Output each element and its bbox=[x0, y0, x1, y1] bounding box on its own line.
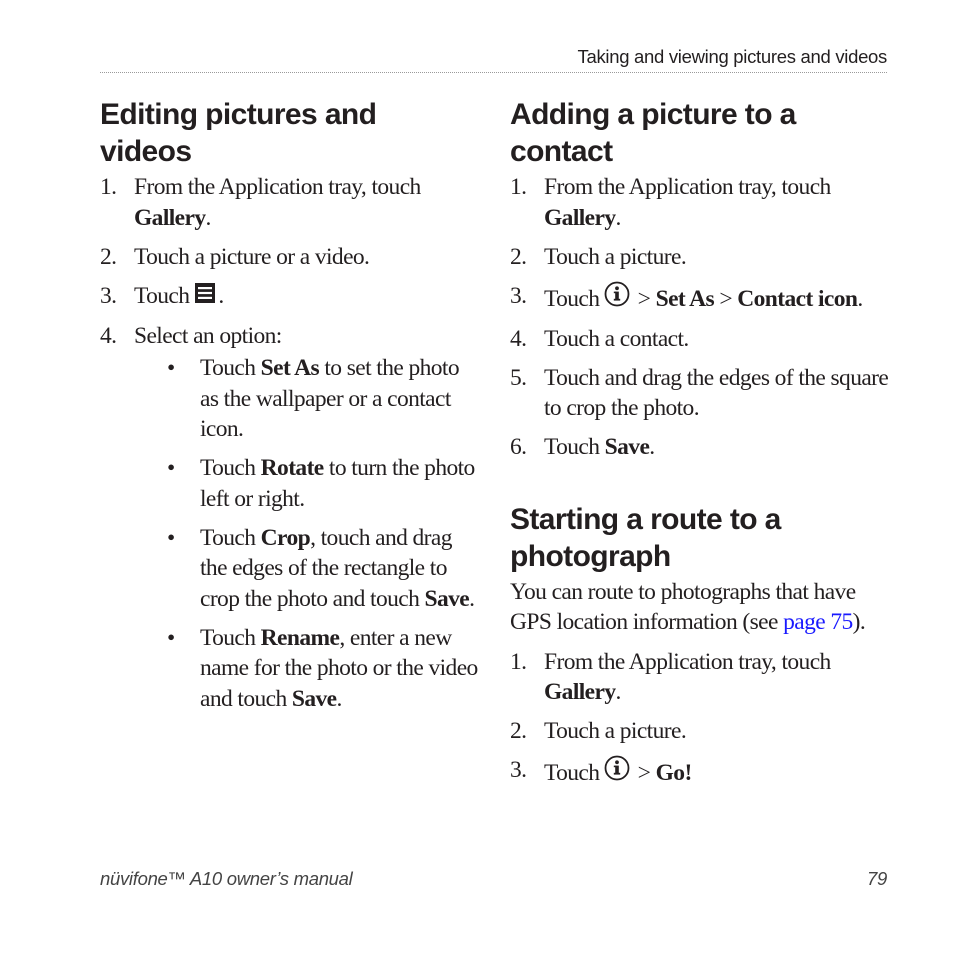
list-item: 5. Touch and drag the edges of the square to crop the photo. bbox=[510, 364, 889, 421]
section-heading-editing: Editing pictures and videos bbox=[100, 98, 377, 168]
list-item: 3. Touch > Set As > Contact icon. bbox=[510, 281, 890, 316]
list-item: 1. From the Application tray, touch Gallery. bbox=[510, 648, 831, 705]
page-number: 79 bbox=[867, 868, 887, 889]
option-list bbox=[134, 353, 480, 714]
route-paragraph: You can route to photographs that have GPS location information (see page 75). bbox=[510, 578, 866, 635]
list-item: 1. From the Application tray, touch Gallery. bbox=[100, 174, 421, 231]
contact-steps bbox=[510, 172, 890, 463]
page-header bbox=[100, 46, 887, 73]
list-item: 1. From the Application tray, touch Gallery. bbox=[510, 174, 831, 231]
list-item: 3. Touch . bbox=[100, 281, 480, 313]
list-item: • Touch Rotate to turn the photo left or right. bbox=[167, 455, 475, 512]
list-item: 2. Touch a picture or a video. bbox=[100, 243, 370, 270]
info-icon bbox=[604, 755, 630, 790]
list-item: 6. Touch Save. bbox=[510, 434, 655, 460]
list-item: 4. Select an option: • Touch Set As to set the photo as the wallpaper or a contact icon. • Touch Rotate to turn the photo left or right. • Touch Crop, touch and drag the edges of the rectangle to crop the photo and touch Save. • Touch Rename, enter a new name for the photo or the video and touch Save. bbox=[100, 321, 480, 715]
section-heading-route: Starting a route to a photograph bbox=[510, 502, 781, 573]
list-item: 2. Touch a picture. bbox=[510, 718, 687, 744]
list-item: 3. Touch > Go! bbox=[510, 755, 890, 790]
list-item: • Touch Crop, touch and drag the edges of the rectangle to crop the photo and touch Save. bbox=[167, 524, 475, 612]
left-column bbox=[100, 96, 480, 714]
section-heading-contact: Adding a picture to a contact bbox=[510, 98, 796, 168]
list-item: 4. Touch a contact. bbox=[510, 325, 689, 352]
list-item: • Touch Rename, enter a new name for the photo or the video and touch Save. bbox=[167, 624, 478, 712]
route-steps bbox=[510, 647, 890, 790]
page-link[interactable]: page 75 bbox=[783, 609, 853, 635]
menu-icon bbox=[194, 282, 216, 313]
list-item: • Touch Set As to set the photo as the wallpaper or a contact icon. bbox=[167, 355, 460, 442]
page-footer bbox=[100, 868, 887, 892]
editing-steps bbox=[100, 172, 480, 714]
list-item: 2. Touch a picture. bbox=[510, 243, 687, 270]
manual-title: nüvifone™ A10 owner’s manual bbox=[100, 868, 353, 889]
header-title: Taking and viewing pictures and videos bbox=[577, 46, 887, 67]
info-icon bbox=[604, 281, 630, 316]
right-column bbox=[510, 96, 890, 790]
